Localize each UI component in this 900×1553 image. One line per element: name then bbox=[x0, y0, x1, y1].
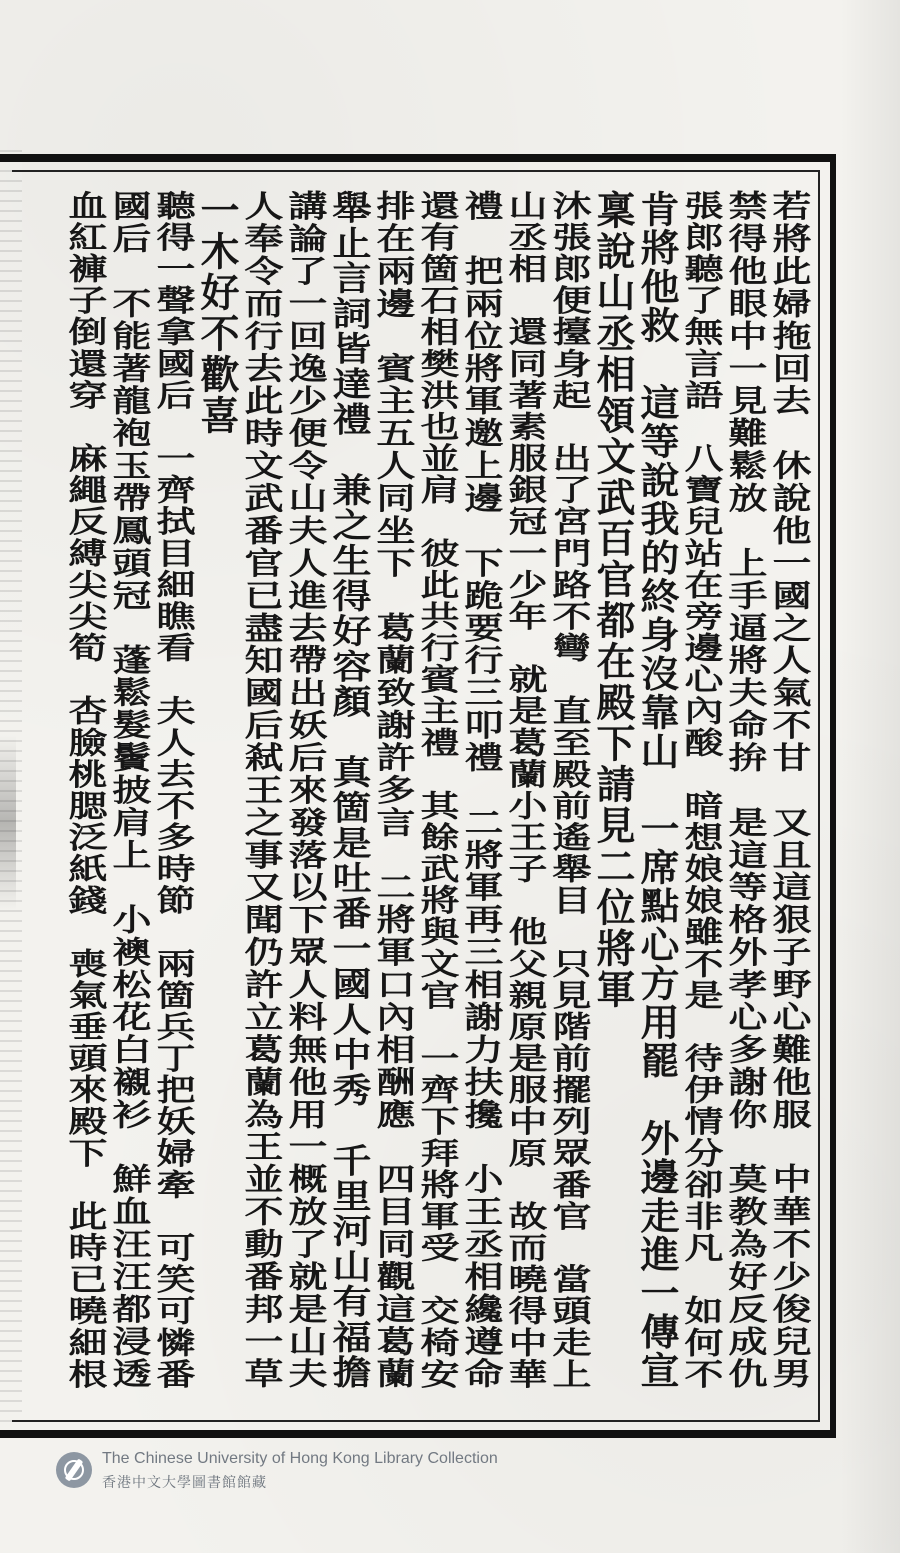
column-text: 國后 不能著龍袍玉帶鳳頭冠 蓬鬆髮鬢披肩上 小襖松花白襯衫 鮮血汪汪都浸透 bbox=[106, 190, 152, 1390]
text-column-5 bbox=[592, 190, 634, 1410]
text-column-15 bbox=[152, 190, 194, 1410]
text-column-8 bbox=[460, 190, 502, 1410]
column-text: 山丞相 還同著素服銀冠一少年 就是葛蘭小王子 他父親原是服中原 故而曉得中華 bbox=[502, 190, 548, 1390]
footer-title: The Chinese University of Hong Kong Library Collection bbox=[102, 1450, 498, 1467]
text-column-11 bbox=[328, 190, 370, 1410]
column-text: 排在兩邊 賓主五人同坐下 葛蘭致謝許多言 二將軍口內相酬應 四目同觀這葛蘭 bbox=[370, 190, 416, 1390]
column-text: 聽得一聲拿國后 一齊拭目細瞧看 夫人去不多時節 兩箇兵丁把妖婦牽 可笑可憐番 bbox=[150, 190, 196, 1390]
column-text: 若將此婦拖回去 休說他一國之人氣不甘 又且這狠子野心難他服 中華不少俊兒男 bbox=[766, 190, 812, 1390]
text-column-13 bbox=[240, 190, 282, 1410]
text-column-10 bbox=[372, 190, 414, 1410]
text-column-3 bbox=[680, 190, 722, 1410]
column-text: 一木好不歡喜 bbox=[194, 190, 240, 436]
column-text: 人奉令而行去此時文武番官已盡知國后弒王之事又聞仍許立葛蘭為王並不動番邦一草 bbox=[238, 190, 284, 1390]
column-text: 稟說山丞相領文武百官都在殿下請見二位將軍 bbox=[590, 190, 636, 1010]
column-text: 沐張郎便擡身起 出了宮門路不彎 直至殿前遙舉目 只見階前擺列眾番官 當頭走上 bbox=[546, 190, 592, 1390]
column-text: 張郎聽了無言語 八寶兒站在旁邊心內酸 暗想娘娘雖不是 待伊情分卻非凡 如何不 bbox=[678, 190, 724, 1390]
column-text: 肯將他救 這等說我的終身沒靠山 一席點心方用罷 外邊走進一傳宣 bbox=[634, 190, 680, 1390]
text-column-1 bbox=[768, 190, 810, 1410]
column-text: 血紅褲子倒還穿 麻繩反縛尖尖筍 杏臉桃腮泛紙錢 喪氣垂頭來殿下 此時已曉細根 bbox=[62, 190, 108, 1390]
text-column-14 bbox=[196, 190, 238, 1410]
document-text-area bbox=[24, 190, 810, 1410]
text-column-9 bbox=[416, 190, 458, 1410]
paper-edge-shadow bbox=[840, 0, 900, 1553]
text-column-17 bbox=[64, 190, 106, 1410]
library-logo-icon bbox=[56, 1452, 92, 1488]
footer-subtitle: 香港中文大學圖書館館藏 bbox=[102, 1475, 267, 1491]
column-text: 舉止言詞皆達禮 兼之生得好容顏 真箇是吐番一國人中秀 千里河山有福擔 bbox=[326, 190, 372, 1390]
text-column-2 bbox=[724, 190, 766, 1410]
text-column-16 bbox=[108, 190, 150, 1410]
text-column-7 bbox=[504, 190, 546, 1410]
text-column-4 bbox=[636, 190, 678, 1410]
library-footer bbox=[56, 1450, 576, 1498]
column-text: 禮 把兩位將軍邀上邊 下跪要行三叩禮 二將軍再三相謝力扶攙 小王丞相纔遵命 bbox=[458, 190, 504, 1390]
column-text: 還有箇石相樊洪也並肩 彼此共行賓主禮 其餘武將與文官 一齊下拜將軍受 交椅安 bbox=[414, 190, 460, 1390]
column-text: 講論了一回逸少便令山夫人進去帶出妖后來發落以下眾人料無他用一概放了就是山夫 bbox=[282, 190, 328, 1390]
column-text: 禁得他眼中一見難鬆放 上手逼將夫命拚 是這等格外孝心多謝你 莫教為好反成仇 bbox=[722, 190, 768, 1390]
text-column-12 bbox=[284, 190, 326, 1410]
text-column-6 bbox=[548, 190, 590, 1410]
